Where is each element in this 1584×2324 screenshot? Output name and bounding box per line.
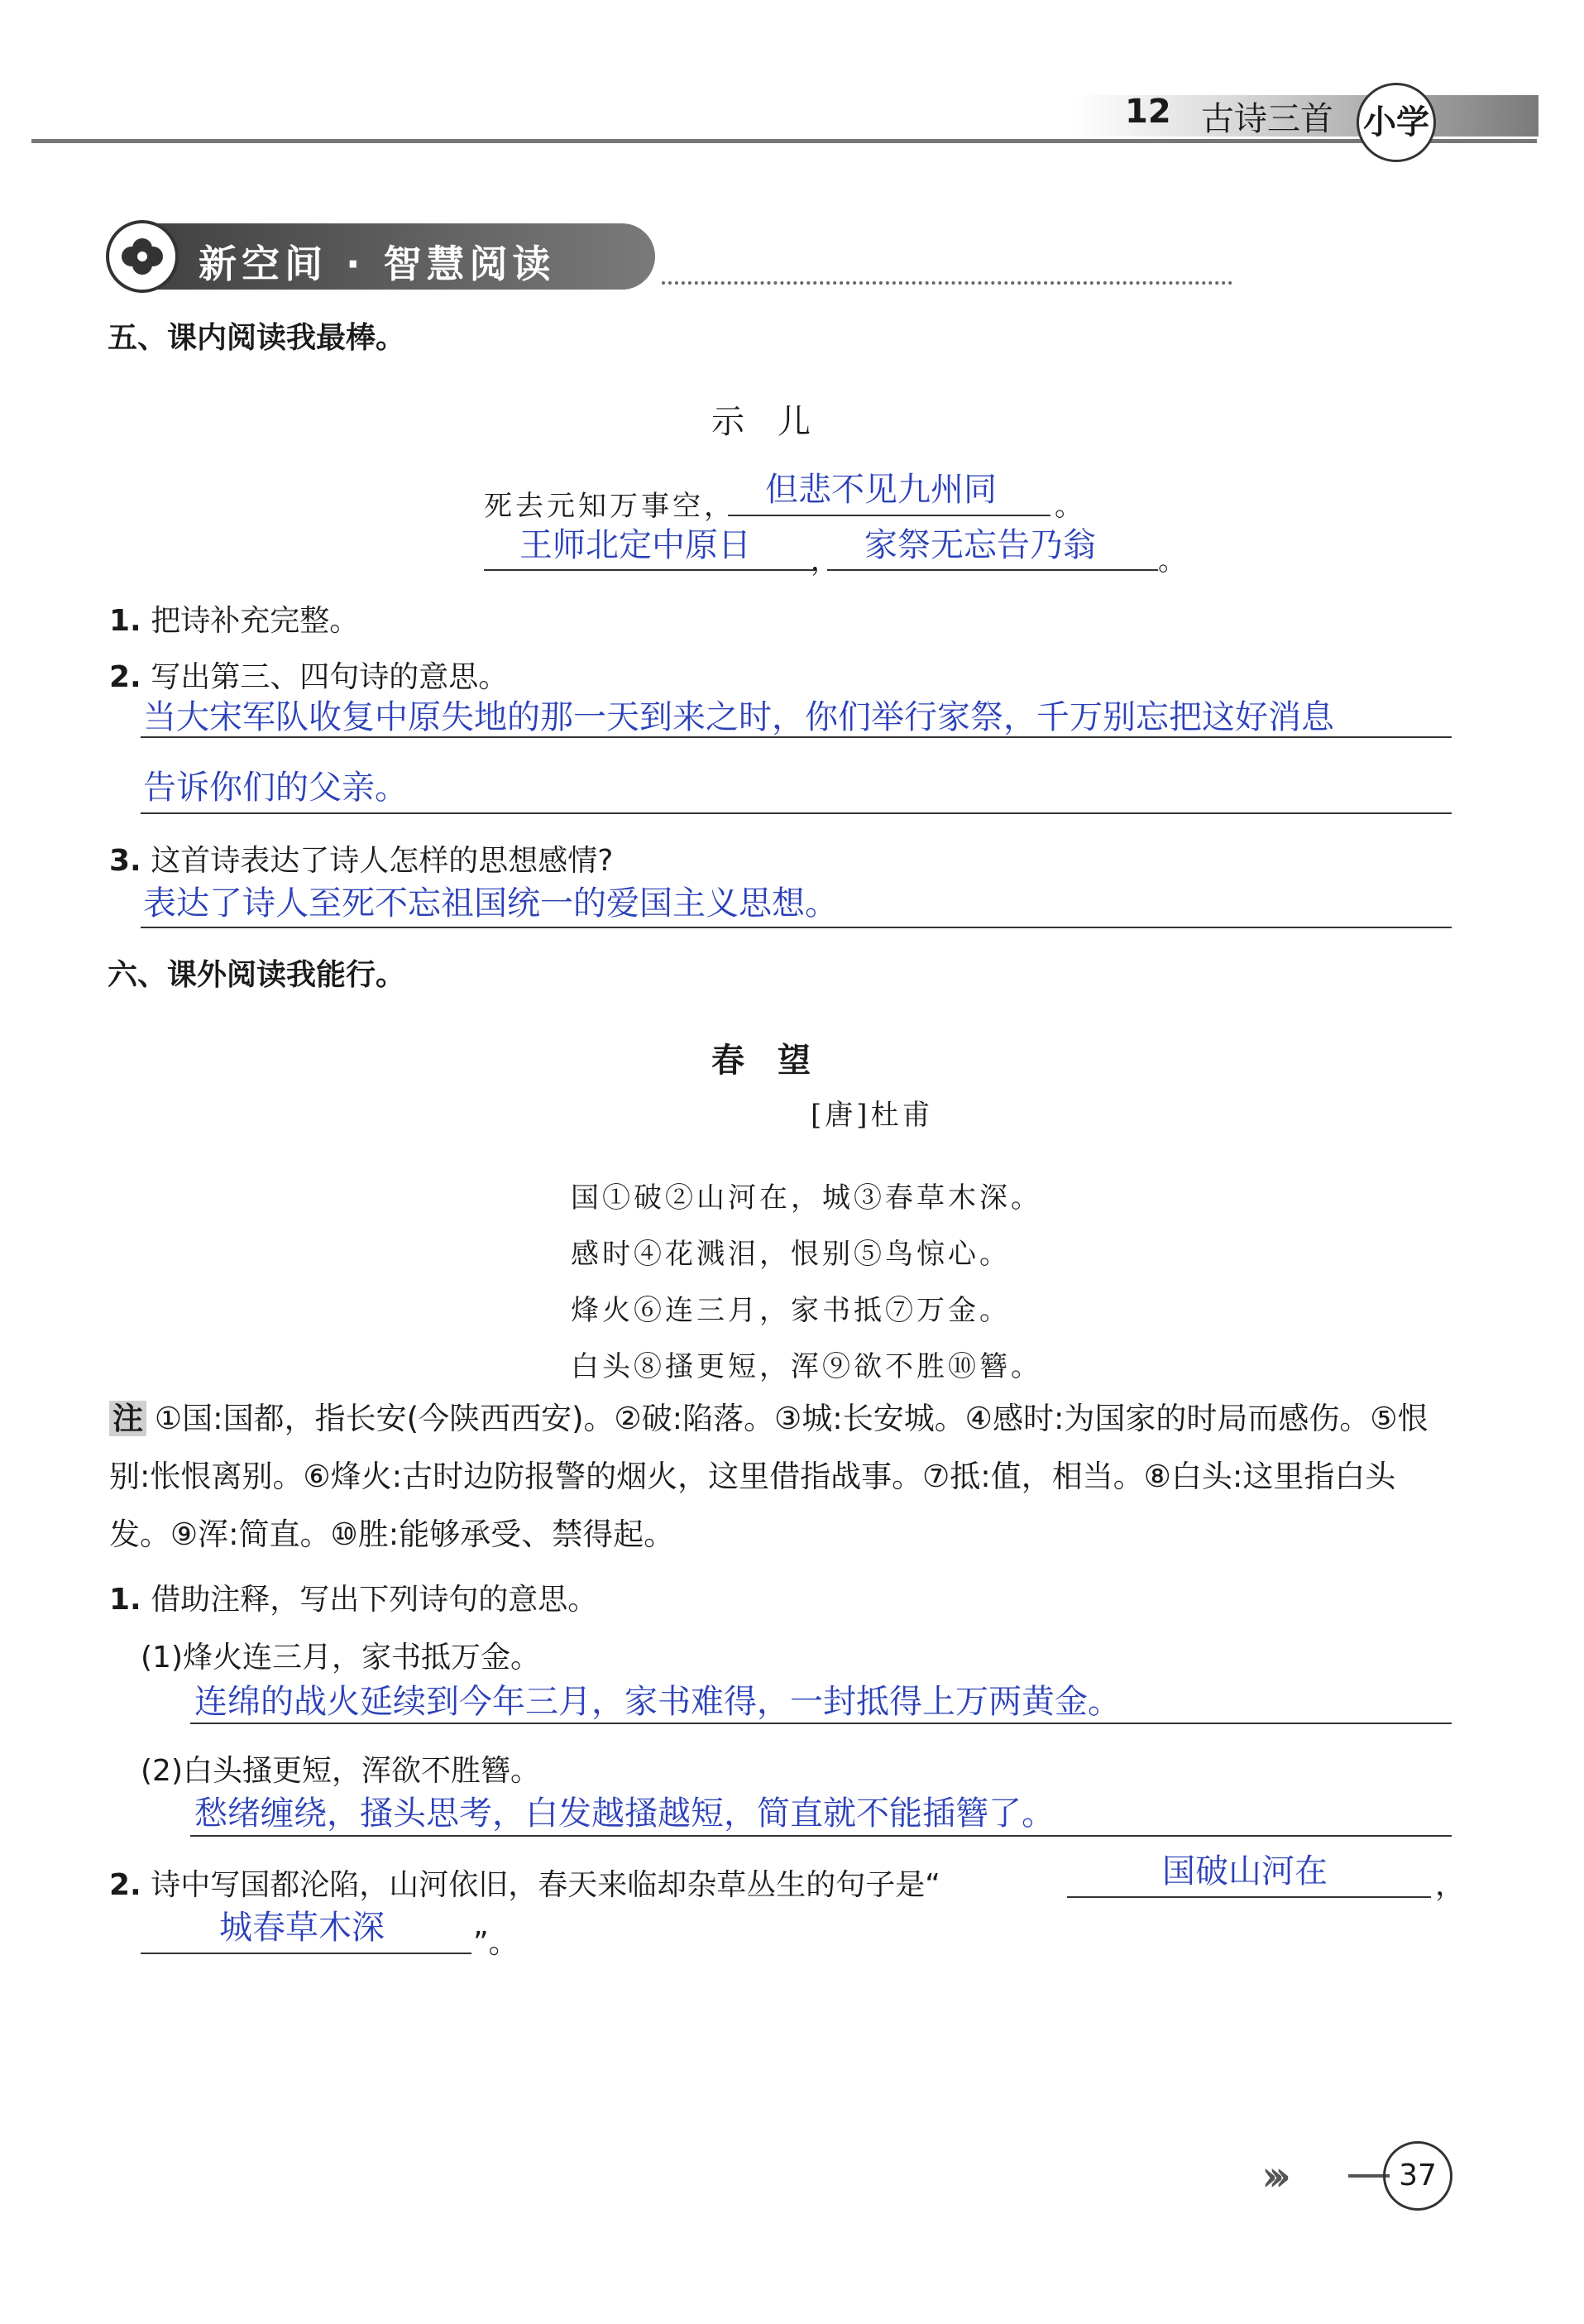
lesson-number: 12 <box>1125 93 1171 131</box>
poem2-author: [唐]杜甫 <box>811 1099 934 1132</box>
chevrons-icon: ››› <box>1261 2151 1281 2200</box>
s5-question-2: 2. 写出第三、四句诗的意思。 <box>109 660 509 694</box>
poem1-line1-prefix: 死去元知万事空， <box>484 490 735 523</box>
answer-line <box>190 1835 1452 1837</box>
answer-blank <box>827 569 1158 571</box>
s6-q1-sub1-answer: 连绵的战火延续到今年三月，家书难得，一封抵得上万两黄金。 <box>194 1683 1121 1721</box>
answer-line <box>141 927 1452 928</box>
note-text: ①国:国都，指长安(今陕西西安)。②破:陷落。③城:长安城。④感时:为国家的时局而感伤。⑤恨别:怅恨离别。⑥烽火:古时边防报警的烟火，这里借指战事。⑦抵:值，相当。⑧白头:这里指白头发。⑨浑:简直。⑩胜:能够承受、禁得起。 <box>109 1401 1428 1552</box>
banner-title: 新空间 · 智慧阅读 <box>199 242 556 286</box>
banner-divider <box>662 281 1232 285</box>
poem1-line1-end: 。 <box>1055 490 1086 523</box>
poem2-title: 春 望 <box>711 1042 811 1080</box>
poem1-line2-end: 。 <box>1158 544 1189 577</box>
section6-heading: 六、课外阅读我能行。 <box>108 958 406 992</box>
s6-q1-sub2: (2)白头搔更短，浑欲不胜簪。 <box>141 1754 540 1788</box>
poem2-line-3: 烽火⑥连三月，家书抵⑦万金。 <box>571 1294 1011 1327</box>
poem2-line-4: 白头⑧搔更短，浑⑨欲不胜⑩簪。 <box>571 1350 1042 1383</box>
s6-q2-comma: ， <box>1435 1868 1466 1902</box>
poem1-blank2-answer: 王师北定中原日 <box>519 526 751 564</box>
poem1-title: 示 儿 <box>711 403 811 441</box>
s6-q2-blank2-answer: 城春草木深 <box>219 1909 385 1947</box>
answer-blank <box>141 1953 471 1954</box>
flower-icon <box>106 220 179 293</box>
page-number: 37 <box>1383 2141 1452 2211</box>
poem1-blank1-answer: 但悲不见九州同 <box>765 471 997 509</box>
logo-badge: 小学 <box>1357 83 1436 162</box>
s6-q1-sub1: (1)烽火连三月，家书抵万金。 <box>141 1641 540 1675</box>
poem1-blank3-answer: 家祭无忘告乃翁 <box>864 526 1096 564</box>
s5-question-1: 1. 把诗补充完整。 <box>109 604 360 638</box>
lesson-title: 古诗三首 <box>1201 100 1333 138</box>
poem2-notes <box>109 1390 1449 1564</box>
answer-line <box>141 812 1452 814</box>
poem1-comma: ， <box>811 544 842 577</box>
note-label: 注 <box>109 1401 146 1436</box>
s5-q2-answer-line1: 当大宋军队收复中原失地的那一天到来之时，你们举行家祭，千万别忘把这好消息 <box>143 698 1334 736</box>
poem2-line-1: 国①破②山河在，城③春草木深。 <box>571 1181 1042 1215</box>
s6-q2-end: ”。 <box>473 1926 519 1960</box>
answer-line <box>141 736 1452 738</box>
answer-blank <box>728 515 1050 516</box>
s6-q1-sub2-answer: 愁绪缠绕，搔头思考，白发越搔越短，简直就不能插簪了。 <box>194 1795 1055 1833</box>
poem2-line-2: 感时④花溅泪，恨别⑤鸟惊心。 <box>571 1238 1011 1271</box>
s5-q3-answer: 表达了诗人至死不忘祖国统一的爱国主义思想。 <box>143 884 838 922</box>
s6-q2-blank1-answer: 国破山河在 <box>1162 1852 1328 1890</box>
answer-blank <box>1067 1896 1431 1898</box>
answer-blank <box>484 569 815 571</box>
section5-heading: 五、课内阅读我最棒。 <box>108 321 406 355</box>
s6-question-2: 2. 诗中写国都沦陷，山河依旧，春天来临却杂草丛生的句子是“ <box>109 1868 940 1902</box>
s5-question-3: 3. 这首诗表达了诗人怎样的思想感情? <box>109 844 614 878</box>
answer-line <box>190 1723 1452 1724</box>
s6-question-1: 1. 借助注释，写出下列诗句的意思。 <box>109 1583 598 1617</box>
s5-q2-answer-line2: 告诉你们的父亲。 <box>143 769 408 807</box>
